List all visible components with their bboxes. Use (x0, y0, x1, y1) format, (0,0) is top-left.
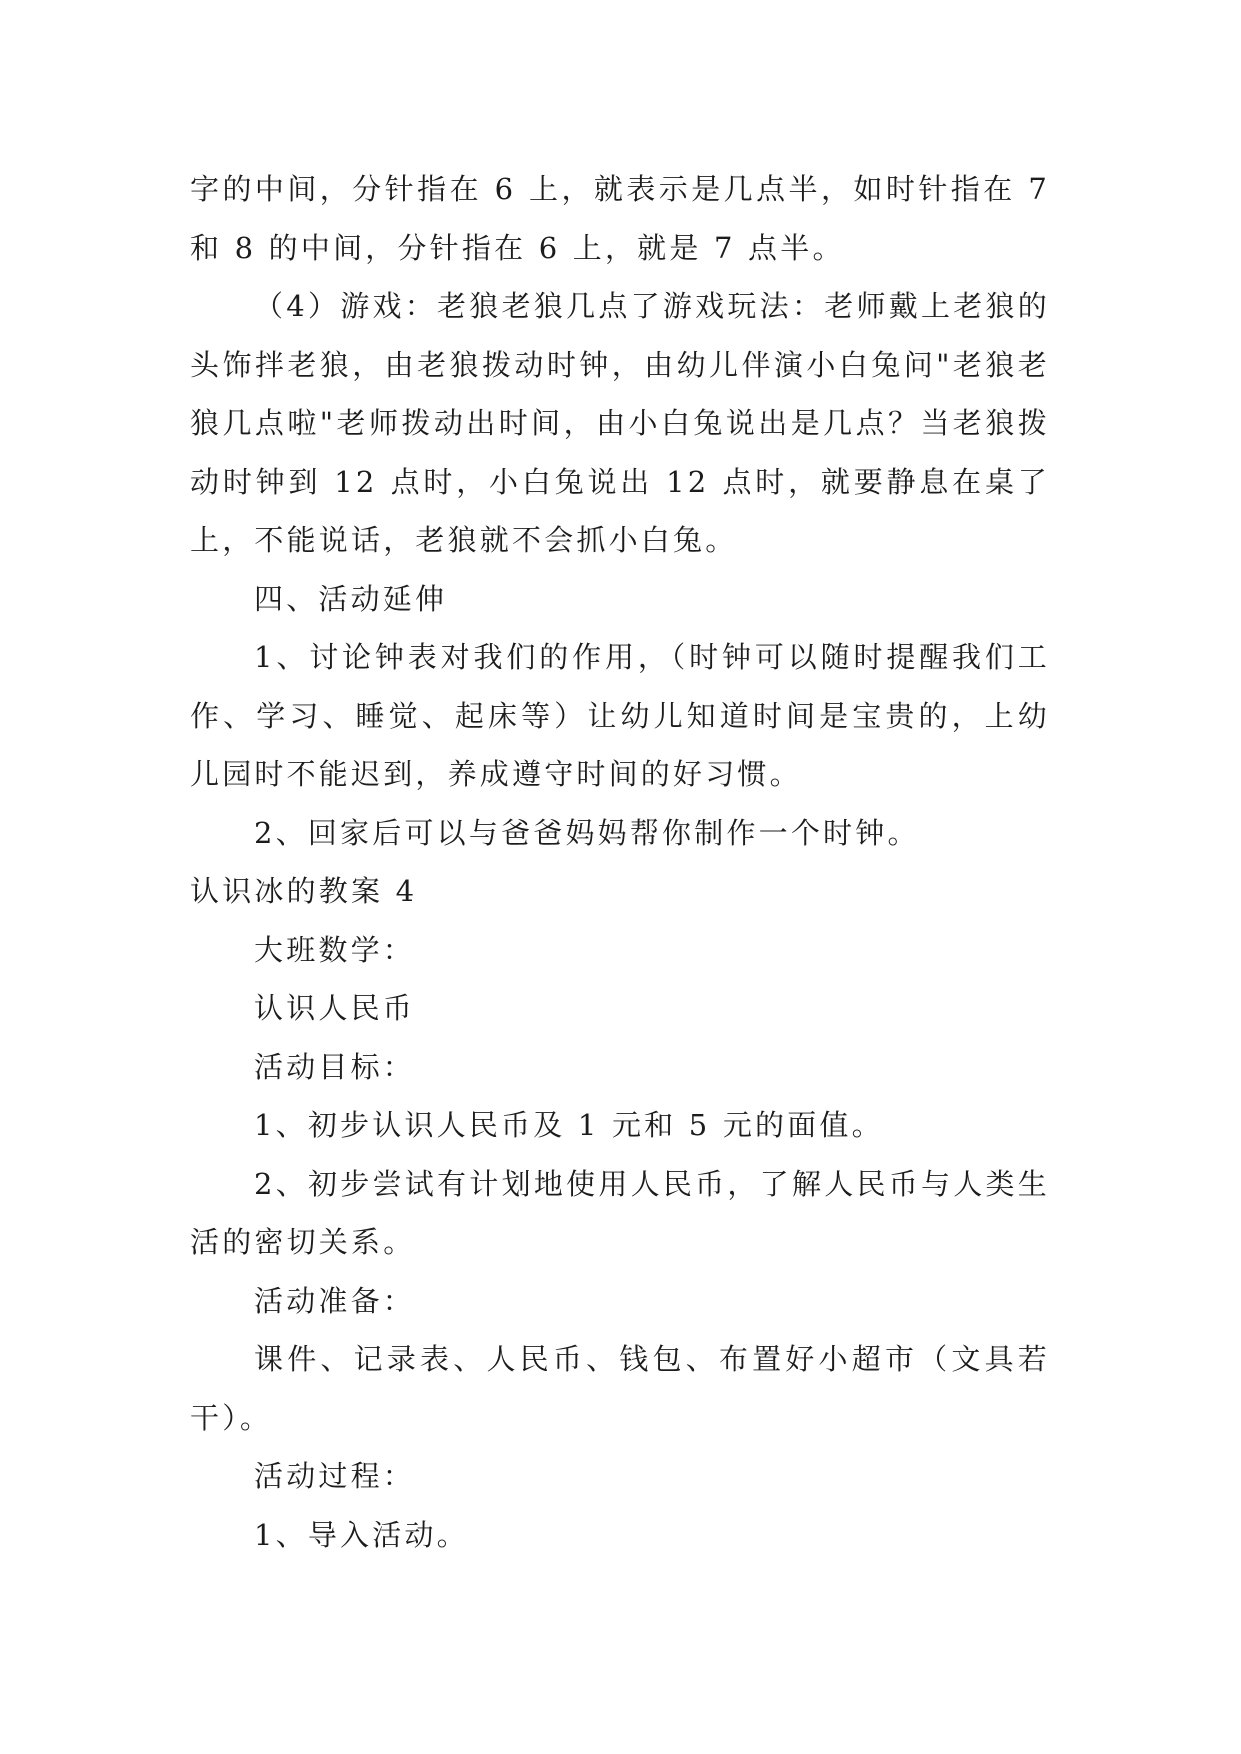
heading-preparation: 活动准备： (254, 1283, 416, 1318)
paragraph-wolf-game: （4）游戏：老狼老狼几点了游戏玩法：老师戴上老狼的头饰拌老狼，由老狼拨动时钟，由幼儿伴演小白兔问"老狼老狼几点啦"老师拨动出时间，由小白兔说出是几点？当老狼拨动时钟到 12 点时，小白兔说出 12 点时，就要静息在桌了上，不能说话，老狼就不会抓小白兔。 (190, 289, 1050, 557)
lesson-topic: 认识人民币 (254, 991, 416, 1025)
subject-label: 大班数学： (254, 932, 416, 967)
heading-process: 活动过程： (254, 1459, 416, 1493)
goal-item-1: 1、初步认识人民币及 1 元和 5 元的面值。 (254, 1108, 884, 1142)
section-heading-extension: 四、活动延伸 (254, 581, 448, 616)
heading-goals: 活动目标： (254, 1049, 416, 1084)
preparation-list: 课件、记录表、人民币、钱包、布置好小超市（文具若干）。 (190, 1342, 1050, 1435)
paragraph-extension-2: 2、回家后可以与爸爸妈妈帮你制作一个时钟。 (254, 815, 920, 850)
lesson-title: 认识冰的教案 4 (190, 874, 418, 908)
goal-item-2: 2、初步尝试有计划地使用人民币，了解人民币与人类生活的密切关系。 (190, 1166, 1050, 1259)
paragraph-extension-1: 1、讨论钟表对我们的作用，（时钟可以随时提醒我们工作、学习、睡觉、起床等）让幼儿知道时间是宝贵的，上幼儿园时不能迟到，养成遵守时间的好习惯。 (190, 640, 1050, 791)
document-body (190, 160, 1050, 1564)
process-step-1: 1、导入活动。 (254, 1517, 469, 1552)
paragraph-clock-explanation: 字的中间，分针指在 6 上，就表示是几点半，如时针指在 7 和 8 的中间，分针指在 6 上，就是 7 点半。 (190, 172, 1050, 265)
